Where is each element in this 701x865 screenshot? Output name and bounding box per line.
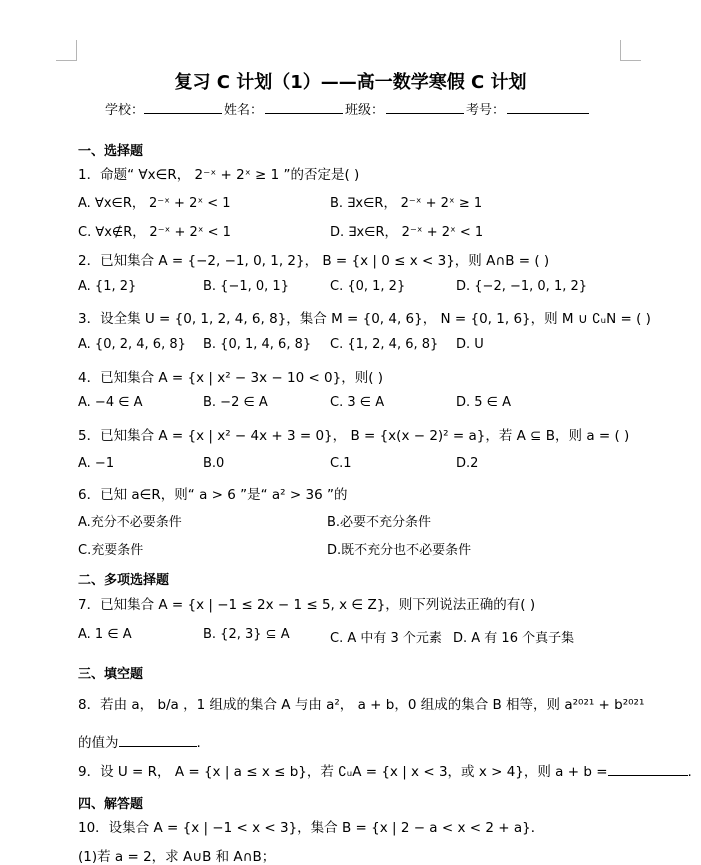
page-title: 复习 C 计划（1）——高一数学寒假 C 计划 xyxy=(174,72,527,93)
option-d: D. {−2, −1, 0, 1, 2} xyxy=(456,279,588,294)
option-d: D. U xyxy=(456,337,484,352)
option-a: A.充分不必要条件 xyxy=(78,515,182,530)
question-9-text: 9．设 U = R， A = {x | a ≤ x ≤ b}，若 ∁ᵤA = {x | x < 3，或 x > 4}，则 a + b = xyxy=(78,764,608,780)
period: . xyxy=(196,735,201,751)
option-a: A. {0, 2, 4, 6, 8} xyxy=(78,337,186,352)
school-field[interactable] xyxy=(144,101,222,114)
question-8: 8．若由 a， b/a ，1 组成的集合 A 与由 a²， a + b，0 组成的集合 B 相等，则 a²⁰²¹ + b²⁰²¹ xyxy=(78,697,645,713)
option-c: C.充要条件 xyxy=(78,543,144,558)
option-a: A. −1 xyxy=(78,456,115,471)
option-b: B. {0, 1, 4, 6, 8} xyxy=(203,337,312,352)
student-info-line xyxy=(105,99,589,118)
page-corner-mark xyxy=(56,40,77,61)
section-heading: 四、解答题 xyxy=(78,797,144,812)
option-a: A. ∀x∈R， 2⁻ˣ + 2ˣ < 1 xyxy=(78,196,231,211)
school-label: 学校： xyxy=(105,103,145,118)
option-d: D. ∃x∈R， 2⁻ˣ + 2ˣ < 1 xyxy=(330,225,484,240)
question-4: 4．已知集合 A = {x | x² − 3x − 10 < 0}，则( ) xyxy=(78,370,384,386)
exam-no-label: 考号： xyxy=(466,103,506,118)
option-c: C. {1, 2, 4, 6, 8} xyxy=(330,337,439,352)
option-d: D. A 有 16 个真子集 xyxy=(453,631,575,646)
option-d: D.2 xyxy=(456,456,479,471)
question-8-tail: 的值为 xyxy=(78,735,119,751)
option-d: D.既不充分也不必要条件 xyxy=(327,543,472,558)
option-b: B. ∃x∈R， 2⁻ˣ + 2ˣ ≥ 1 xyxy=(330,196,483,211)
option-a: A. 1 ∈ A xyxy=(78,627,132,642)
answer-blank[interactable] xyxy=(608,763,688,776)
question-10-part-1: (1)若 a = 2，求 A∪B 和 A∩B； xyxy=(78,849,276,865)
question-2: 2．已知集合 A = {−2, −1, 0, 1, 2}， B = {x | 0 ≤ x < 3}，则 A∩B = ( ) xyxy=(78,253,550,269)
option-a: A. −4 ∈ A xyxy=(78,395,143,410)
option-b: B. {−1, 0, 1} xyxy=(203,279,289,294)
question-8-continuation xyxy=(78,731,201,751)
name-field[interactable] xyxy=(265,101,343,114)
answer-blank[interactable] xyxy=(119,734,197,747)
option-c: C. {0, 1, 2} xyxy=(330,279,406,294)
question-7: 7．已知集合 A = {x | −1 ≤ 2x − 1 ≤ 5, x ∈ Z}，则下列说法正确的有( ) xyxy=(78,597,536,613)
option-c: C. A 中有 3 个元素 xyxy=(330,631,442,646)
question-1: 1．命题“ ∀x∈R， 2⁻ˣ + 2ˣ ≥ 1 ”的否定是( ) xyxy=(78,167,360,183)
section-heading: 二、多项选择题 xyxy=(78,573,170,588)
class-field[interactable] xyxy=(386,101,464,114)
question-10: 10．设集合 A = {x | −1 < x < 3}，集合 B = {x | 2 − a < x < 2 + a}． xyxy=(78,820,545,836)
option-b: B. −2 ∈ A xyxy=(203,395,268,410)
option-c: C.1 xyxy=(330,456,352,471)
period: . xyxy=(687,764,692,780)
name-label: 姓名： xyxy=(224,103,264,118)
class-label: 班级： xyxy=(345,103,385,118)
option-c: C. ∀x∉R， 2⁻ˣ + 2ˣ < 1 xyxy=(78,225,231,240)
page-corner-mark xyxy=(620,40,641,61)
question-3: 3．设全集 U = {0, 1, 2, 4, 6, 8}，集合 M = {0, 4, 6}， N = {0, 1, 6}，则 M ∪ ∁ᵤN = ( ) xyxy=(78,311,651,327)
option-b: B.必要不充分条件 xyxy=(327,515,432,530)
option-a: A. {1, 2} xyxy=(78,279,137,294)
section-heading: 一、选择题 xyxy=(78,144,144,159)
option-b: B. {2, 3} ⊆ A xyxy=(203,627,290,642)
question-9 xyxy=(78,760,692,780)
exam-no-field[interactable] xyxy=(507,101,589,114)
option-c: C. 3 ∈ A xyxy=(330,395,385,410)
section-heading: 三、填空题 xyxy=(78,667,144,682)
question-5: 5．已知集合 A = {x | x² − 4x + 3 = 0}， B = {x(x − 2)² = a}，若 A ⊆ B，则 a = ( ) xyxy=(78,428,630,444)
option-d: D. 5 ∈ A xyxy=(456,395,512,410)
question-6: 6．已知 a∈R，则“ a > 6 ”是“ a² > 36 ”的 xyxy=(78,487,348,503)
option-b: B.0 xyxy=(203,456,225,471)
